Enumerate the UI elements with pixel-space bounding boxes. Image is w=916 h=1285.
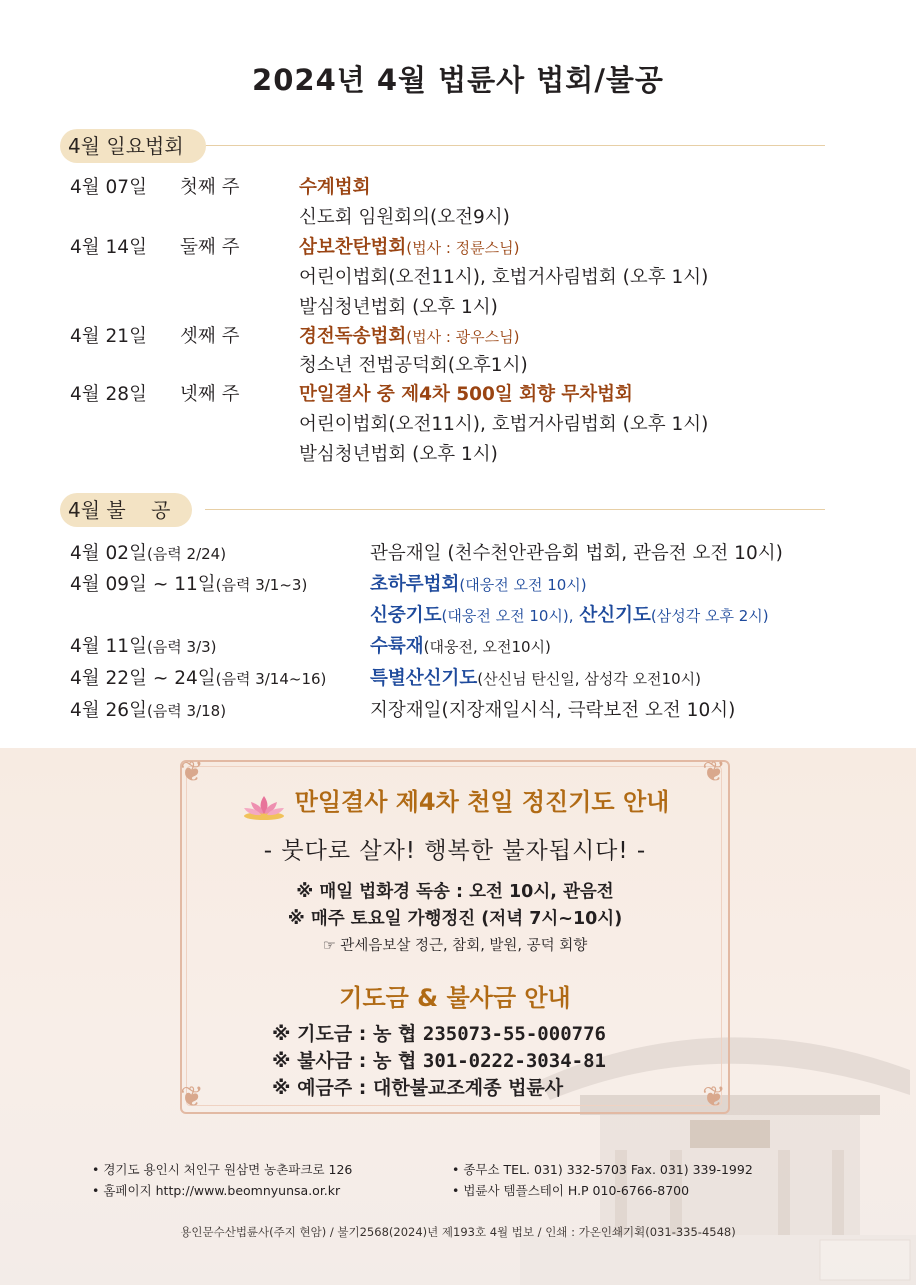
row-lunar: (음력 3/1~3) <box>215 576 308 594</box>
row-detail: 지장재일(지장재일시식, 극락보전 오전 10시) <box>370 700 736 721</box>
row-week: 첫째 주 <box>180 177 240 198</box>
ornament-icon: ❦ <box>702 755 726 788</box>
ornament-icon: ❦ <box>702 1080 726 1113</box>
row-date: 4월 11일 <box>70 636 147 657</box>
row-detail: 발심청년법회 (오후 1시) <box>299 444 498 465</box>
row-speaker: (법사 : 광우스님) <box>406 328 520 346</box>
section-divider <box>205 145 825 146</box>
row-detail: 발심청년법회 (오후 1시) <box>299 297 498 318</box>
lotus-icon <box>241 792 287 820</box>
footer-office: • 종무소 TEL. 031) 332-5703 Fax. 031) 339-1992 <box>452 1162 753 1177</box>
row-date: 4월 28일 <box>70 384 147 405</box>
row-date: 4월 02일 <box>70 543 147 564</box>
row-week: 둘째 주 <box>180 237 240 258</box>
row-event: 만일결사 중 제4차 500일 회향 무차법회 <box>299 384 633 405</box>
row-detail: (삼성각 오후 2시) <box>650 607 769 625</box>
row-lunar: (음력 3/3) <box>146 638 217 656</box>
row-event: 신중기도 <box>370 605 442 626</box>
row-lunar: (음력 2/24) <box>146 545 227 563</box>
row-date: 4월 21일 <box>70 326 147 347</box>
footer-templestay: • 법륜사 템플스테이 H.P 010-6766-8700 <box>452 1183 690 1198</box>
footer-address: • 경기도 용인시 처인구 원삼면 농촌파크로 126 <box>92 1162 353 1177</box>
row-detail: 어린이법회(오전11시), 호법거사림법회 (오후 1시) <box>299 414 709 435</box>
bulgong-section-header <box>60 493 192 527</box>
row-event: 수륙재 <box>370 636 424 657</box>
notice-heading <box>180 782 730 820</box>
account-label: ※ 불사금 : 농 협 <box>272 1050 423 1072</box>
row-event: 산신기도 <box>579 605 651 626</box>
row-lunar: (음력 3/18) <box>146 702 227 720</box>
row-detail: (산신님 탄신일, 삼성각 오전10시) <box>477 670 701 688</box>
row-detail: 신도회 임원회의(오전9시) <box>299 207 510 228</box>
row-detail: (대웅전 오전 10시) <box>459 576 587 594</box>
notice-title: 만일결사 제4차 천일 정진기도 안내 <box>294 788 670 816</box>
account-row <box>272 1046 606 1073</box>
account-holder: ※ 예금주 : 대한불교조계종 법륜사 <box>272 1077 564 1099</box>
row-event: 경전독송법회 <box>299 326 407 347</box>
ornament-icon: ❦ <box>180 1080 204 1113</box>
row-event: 삼보찬탄법회 <box>299 237 407 258</box>
notice-item: ※ 매일 법화경 독송 : 오전 10시, 관음전 <box>296 882 614 902</box>
row-date: 4월 22일 ~ 24일 <box>70 668 216 689</box>
ornament-icon: ❦ <box>180 755 204 788</box>
notice-subitem: ☞ 관세음보살 정근, 참회, 발원, 공덕 회향 <box>322 938 588 954</box>
section-label: 4월 일요법회 <box>60 129 206 163</box>
row-lunar: (음력 3/14~16) <box>215 670 327 688</box>
row-week: 셋째 주 <box>180 326 240 347</box>
account-number: 301-0222-3034-81 <box>422 1050 606 1072</box>
donation-title: 기도금 & 불사금 안내 <box>339 984 571 1012</box>
sunday-section-header <box>60 129 206 163</box>
row-date: 4월 14일 <box>70 237 147 258</box>
row-event: 특별산신기도 <box>370 668 478 689</box>
row-date: 4월 09일 ~ 11일 <box>70 574 216 595</box>
account-row <box>272 1019 606 1046</box>
footer-homepage[interactable]: • 홈페이지 http://www.beomnyunsa.or.kr <box>92 1183 341 1198</box>
account-number: 235073-55-000776 <box>422 1023 606 1045</box>
row-event: 초하루법회 <box>370 574 460 595</box>
row-date: 4월 26일 <box>70 700 147 721</box>
slogan: - 붓다로 살자! 행복한 불자됩시다! - <box>263 838 647 864</box>
section-label: 4월 불 공 <box>60 493 192 527</box>
colophon: 용인문수산법륜사(주지 현암) / 불기2568(2024)년 제193호 4월 법보 / 인쇄 : 가온인쇄기획(031-335-4548) <box>180 1225 736 1239</box>
row-detail: 청소년 전법공덕회(오후1시) <box>299 355 528 376</box>
row-speaker: (법사 : 정륜스님) <box>406 239 520 257</box>
row-date: 4월 07일 <box>70 177 147 198</box>
row-week: 넷째 주 <box>180 384 240 405</box>
row-event: 수계법회 <box>299 177 371 198</box>
row-detail: 관음재일 (천수천안관음회 법회, 관음전 오전 10시) <box>370 543 783 564</box>
row-detail: (대웅전 오전 10시), <box>441 607 574 625</box>
notice-item: ※ 매주 토요일 가행정진 (저녁 7시~10시) <box>287 909 623 929</box>
row-detail: 어린이법회(오전11시), 호법거사림법회 (오후 1시) <box>299 267 709 288</box>
section-divider <box>205 509 825 510</box>
account-label: ※ 기도금 : 농 협 <box>272 1023 423 1045</box>
row-detail: (대웅전, 오전10시) <box>423 638 551 656</box>
page-title: 2024년 4월 법륜사 법회/불공 <box>252 63 664 97</box>
